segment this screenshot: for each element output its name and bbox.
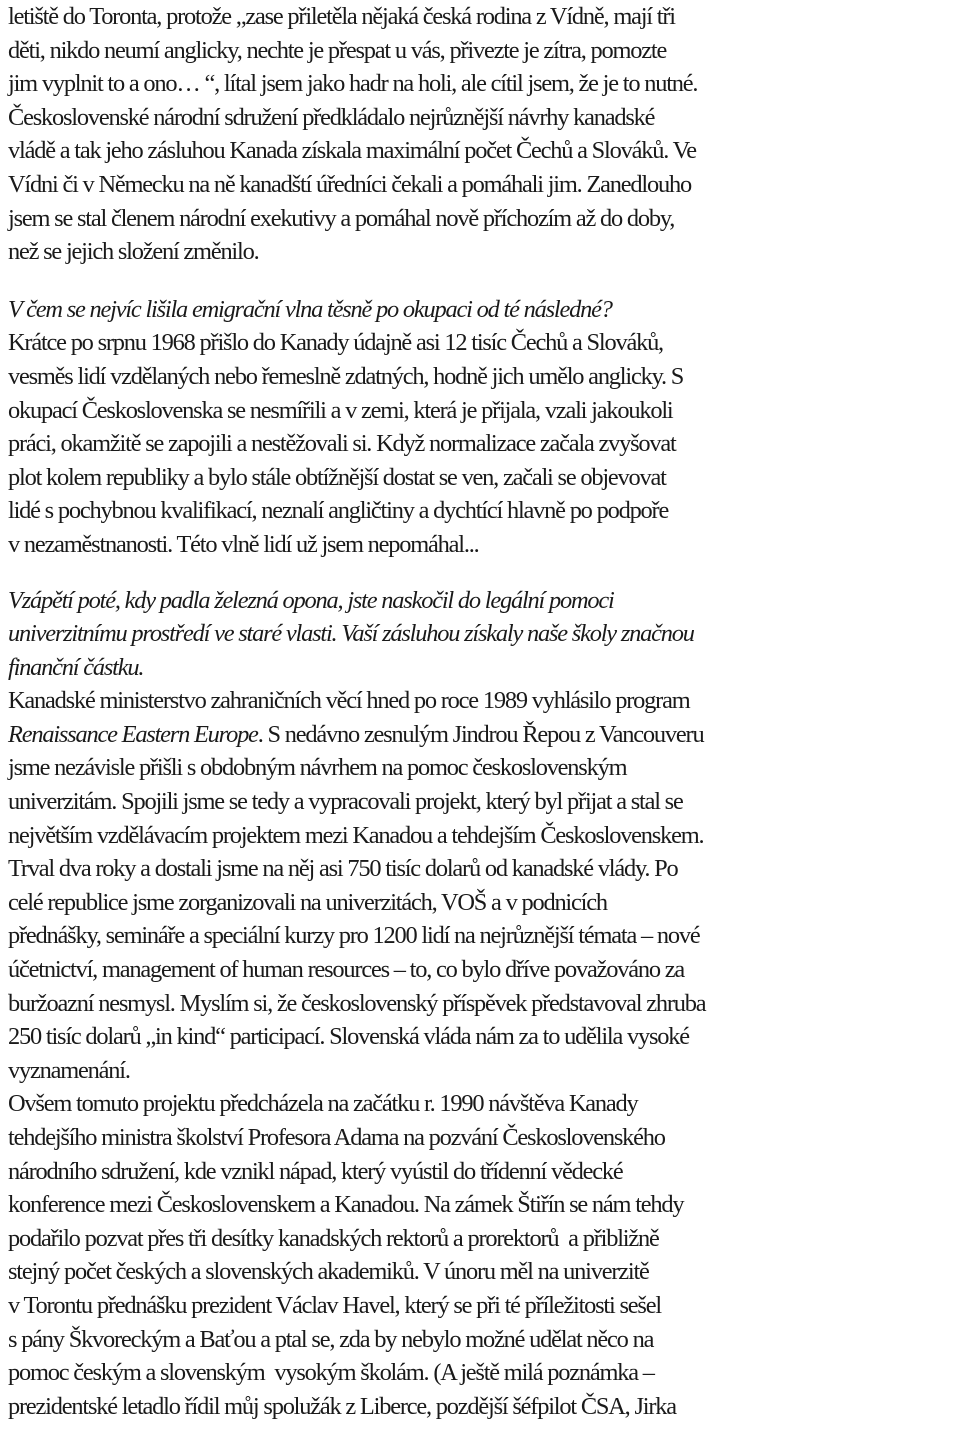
text-line: jsem se stal členem národní exekutivy a pomáhal nově příchozím až do doby, xyxy=(8,204,675,232)
paragraph-emigration-waves xyxy=(8,326,956,561)
text-line: univerzitám. Spojili jsme se tedy a vypracovali projekt, který byl přijat a stal se xyxy=(8,788,683,816)
text-line: tehdejšího ministra školství Profesora Adama na pozvání Československého xyxy=(8,1124,665,1151)
text-line: Československé národní sdružení předkládalo nejrůznější návrhy kanadské xyxy=(8,103,655,131)
text-line: stejný počet českých a slovenských akademiků. V únoru měl na univerzitě xyxy=(8,1258,649,1286)
text-line: než se jejich složení změnilo. xyxy=(8,238,259,266)
text-line: plot kolem republiky a bylo stále obtížnější dostat se ven, začali se objevovat xyxy=(8,463,666,491)
text-line: vládě a tak jeho zásluhou Kanada získala maximální počet Čechů a Slováků. Ve xyxy=(8,137,696,165)
text-line: Vídni či v Německu na ně kanadští úředníci čekali a pomáhali jim. Zanedlouho xyxy=(8,170,691,198)
text-line: vyznamenání. xyxy=(8,1056,130,1084)
text-line: celé republice jsme zorganizovali na univerzitách, VOŠ a v podnicích xyxy=(8,888,607,916)
text-line: lidé s pochybnou kvalifikací, neznalí angličtiny a dychtící hlavně po podpoře xyxy=(8,497,669,525)
text-line: podařilo pozvat přes tři desítky kanadských rektorů a prorektorů a přibližně xyxy=(8,1224,659,1252)
text-line: pomoc českým a slovenským vysokým školám. (A ještě milá poznámka – xyxy=(8,1359,654,1387)
text-line: letiště do Toronta, protože „zase přiletěla nějaká česká rodina z Vídně, mají tři xyxy=(8,3,675,30)
text-line: přednášky, semináře a speciální kurzy pro 1200 lidí na nejrůznější témata – nové xyxy=(8,922,700,950)
text-line: Renaissance Eastern Europe. S nedávno zesnulým Jindrou Řepou z Vancouveru xyxy=(8,720,704,748)
text-line: největším vzdělávacím projektem mezi Kanadou a tehdejším Československem. xyxy=(8,821,704,849)
document-page xyxy=(8,0,956,1423)
interview-question-university-help xyxy=(8,584,956,685)
program-name: Renaissance Eastern Europe xyxy=(8,720,258,748)
text-line: v Torontu přednášku prezident Václav Havel, který se při té příležitosti sešel xyxy=(8,1291,661,1319)
interview-question-emigration-waves xyxy=(8,293,956,327)
text-line: jim vyplnit to a ono… “, lítal jsem jako hadr na holi, ale cítil jsem, že je to nutné. xyxy=(8,70,698,98)
text-line: děti, nikdo neumí anglicky, nechte je přespat u vás, přivezte je zítra, pomozte xyxy=(8,36,667,64)
question-line: Vzápětí poté, kdy padla železná opona, jste naskočil do legální pomoci xyxy=(8,586,614,614)
question-line: finanční částku. xyxy=(8,653,144,681)
text-line: Kanadské ministerstvo zahraničních věcí hned po roce 1989 vyhlásilo program xyxy=(8,687,690,715)
text-line: účetnictví, management of human resources – to, co bylo dříve považováno za xyxy=(8,956,685,984)
text-line: práci, okamžitě se zapojili a nestěžovali si. Když normalizace začala zvyšovat xyxy=(8,430,676,458)
paragraph-emigration-help xyxy=(8,0,956,269)
text-line: národního sdružení, kde vznikl nápad, který vyústil do třídenní vědecké xyxy=(8,1157,623,1185)
text-line: v nezaměstnanosti. Této vlně lidí už jsem nepomáhal... xyxy=(8,530,479,558)
text-line: vesměs lidí vzdělaných nebo řemeslně zdatných, hodně jich umělo anglicky. S xyxy=(8,362,684,390)
paragraph-spacer xyxy=(8,269,956,293)
text-line: okupací Československa se nesmířili a v zemi, která je přijala, vzali jakoukoli xyxy=(8,396,673,424)
text-line: s pány Škvoreckým a Baťou a ptal se, zda by nebylo možné udělat něco na xyxy=(8,1325,654,1353)
text-line: prezidentské letadlo řídil můj spolužák z Liberce, pozdější šéfpilot ČSA, Jirka xyxy=(8,1392,676,1420)
question-line: univerzitnímu prostředí ve staré vlasti. Vaší zásluhou získaly naše školy značnou xyxy=(8,620,694,648)
text-line: konference mezi Československem a Kanadou. Na zámek Štiřín se nám tehdy xyxy=(8,1191,684,1219)
text-line: jsme nezávisle přišli s obdobným návrhem na pomoc československým xyxy=(8,754,627,782)
text-line: Ovšem tomuto projektu předcházela na začátku r. 1990 návštěva Kanady xyxy=(8,1090,638,1118)
paragraph-spacer xyxy=(8,562,956,584)
text-line: buržoazní nesmysl. Myslím si, že československý příspěvek představoval zhruba xyxy=(8,989,706,1017)
paragraph-renaissance-project xyxy=(8,684,956,1087)
text-line: Krátce po srpnu 1968 přišlo do Kanady údajně asi 12 tisíc Čechů a Slováků, xyxy=(8,329,663,357)
text-line: 250 tisíc dolarů „in kind“ participací. Slovenská vláda nám za to udělila vysoké xyxy=(8,1023,689,1051)
paragraph-minister-visit xyxy=(8,1087,956,1423)
text-line: Trval dva roky a dostali jsme na něj asi 750 tisíc dolarů od kanadské vlády. Po xyxy=(8,855,678,883)
question-line: V čem se nejvíc lišila emigrační vlna těsně po okupaci od té následné? xyxy=(8,295,612,323)
